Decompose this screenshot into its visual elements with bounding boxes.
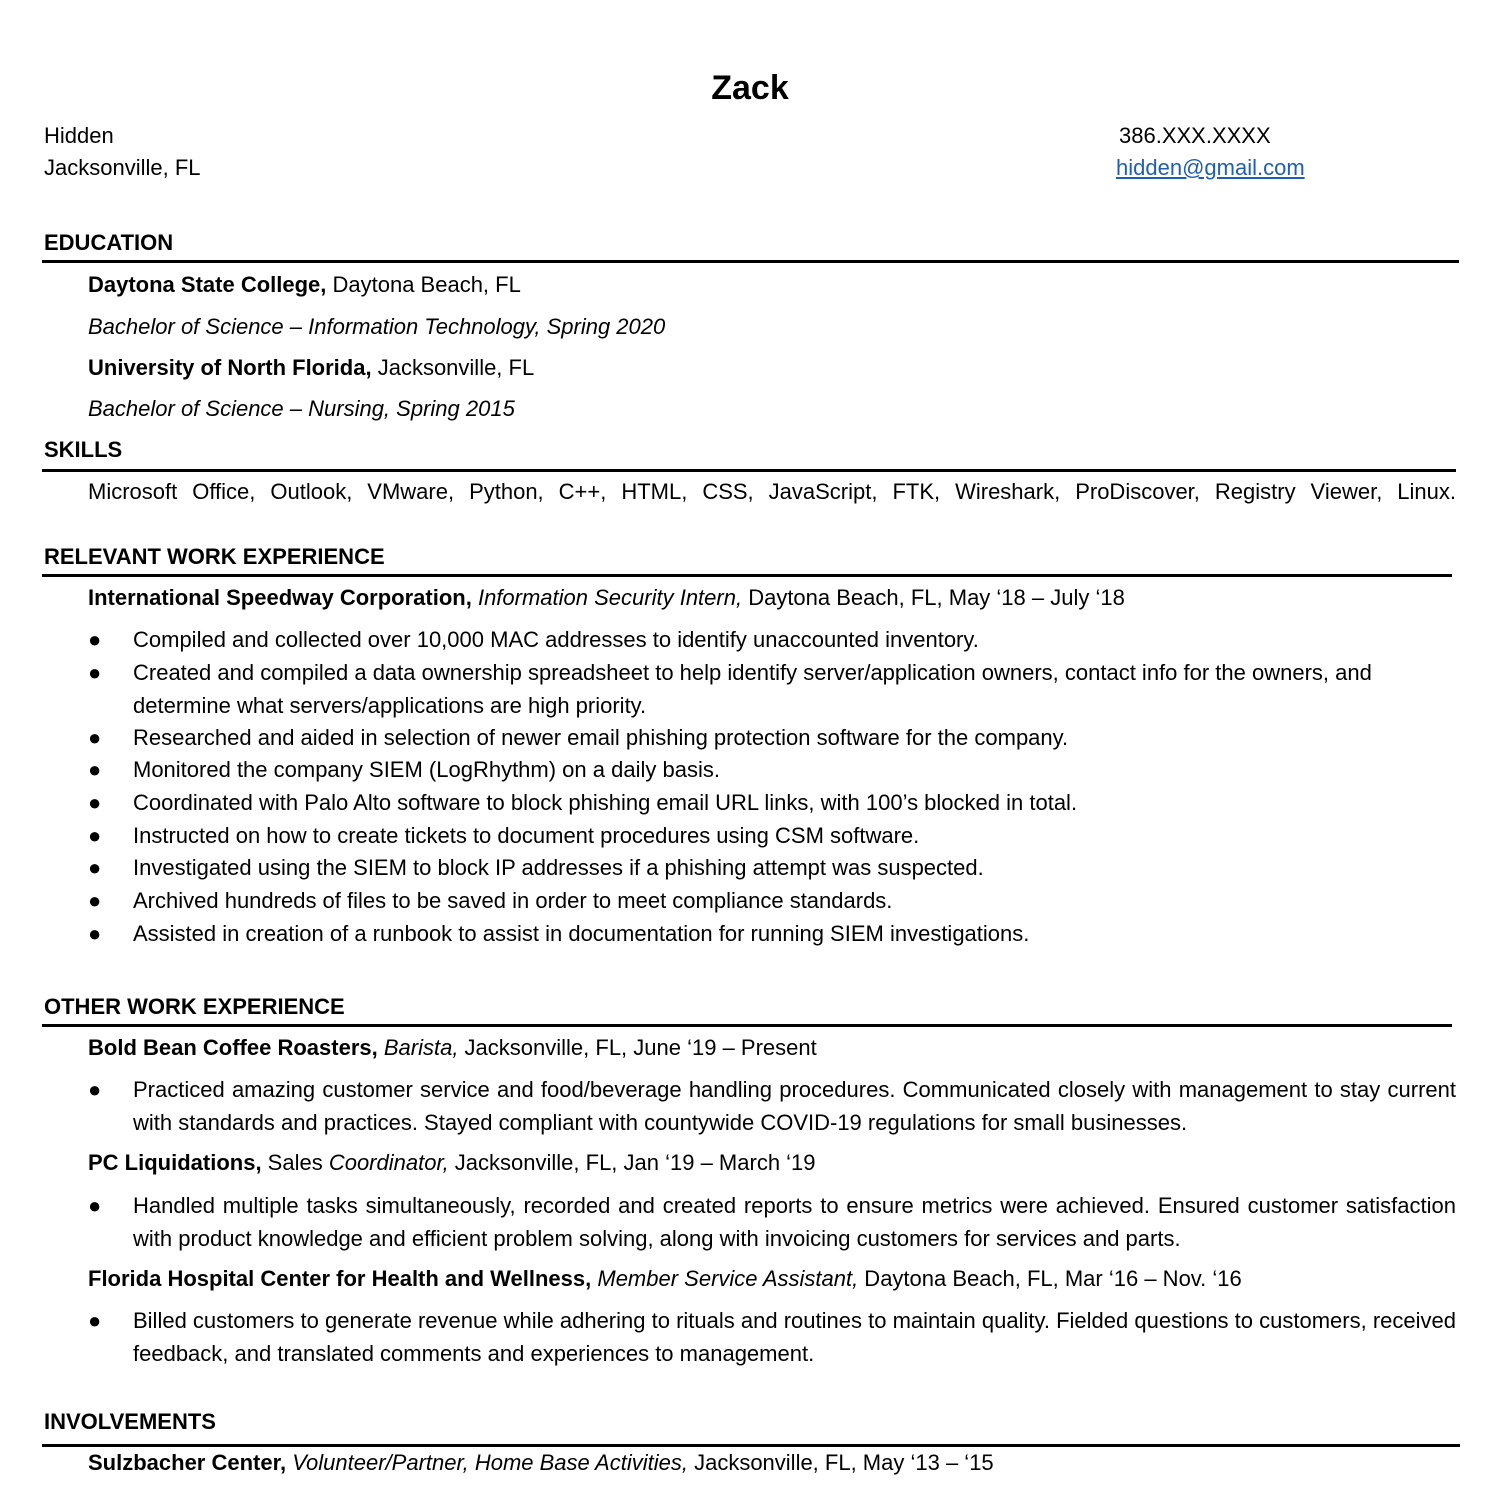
list-item: Handled multiple tasks simultaneously, recorded and created reports to ensure metrics were achieved. Ensured customer satisfaction with product knowledge and efficient problem solving, along with invoicing customers for services and parts. [133,1193,1456,1251]
bullet-icon: ● [88,823,102,848]
bullet-icon: ● [88,888,102,913]
bullet-icon: ● [88,921,102,946]
job-details: Jacksonville, FL, June ‘19 – Present [458,1035,817,1060]
list-item: Coordinated with Palo Alto software to block phishing email URL links, with 100’s blocked in total. [133,790,1078,815]
relevant-experience-heading: RELEVANT WORK EXPERIENCE [44,544,385,569]
involvements-divider [42,1444,1460,1447]
degree: Bachelor of Science – Nursing, Spring 2015 [88,396,515,421]
email-link[interactable]: hidden@gmail.com [1116,155,1305,180]
bullet-icon: ● [88,660,102,685]
other-experience-heading: OTHER WORK EXPERIENCE [44,994,345,1019]
company-name: PC Liquidations, [88,1150,262,1175]
job-title-plain: Sales [261,1150,329,1175]
job-header [88,1035,817,1061]
skills-divider [42,469,1456,472]
company-name: International Speedway Corporation, [88,585,472,610]
list-item: Archived hundreds of files to be saved in order to meet compliance standards. [133,888,893,913]
job-title: Barista, [377,1035,459,1060]
education-entry [88,272,521,298]
list-item: Compiled and collected over 10,000 MAC addresses to identify unaccounted inventory. [133,627,979,652]
school-location: Jacksonville, FL [371,355,535,380]
bullet-icon: ● [88,757,102,782]
company-name: Florida Hospital Center for Health and Wellness, [88,1266,592,1291]
organization-name: Sulzbacher Center, [88,1450,287,1475]
bullet-icon: ● [88,1193,102,1218]
involvement-role: Volunteer/Partner, Home Base Activities, [286,1450,688,1475]
job-header [88,1150,816,1176]
other-experience-divider [42,1024,1452,1027]
job-details: Daytona Beach, FL, May ‘18 – July ‘18 [742,585,1125,610]
list-item: Researched and aided in selection of newer email phishing protection software for the company. [133,725,1069,750]
bullet-icon: ● [88,1308,102,1333]
job-details: Jacksonville, FL, Jan ‘19 – March ‘19 [448,1150,816,1175]
school-location: Daytona Beach, FL [326,272,521,297]
bullet-icon: ● [88,1077,102,1102]
education-entry [88,355,534,381]
list-item: Instructed on how to create tickets to document procedures using CSM software. [133,823,920,848]
bullet-icon: ● [88,855,102,880]
job-title: Member Service Assistant, [591,1266,859,1291]
address-line-2: Jacksonville, FL [44,155,201,180]
bullet-icon: ● [88,790,102,815]
involvement-entry [88,1450,994,1476]
bullet-icon: ● [88,725,102,750]
education-divider [42,260,1459,263]
school-name: University of North Florida, [88,355,372,380]
candidate-name: Zack [711,69,789,107]
relevant-experience-divider [42,574,1452,577]
job-title: Coordinator, [328,1150,449,1175]
involvements-heading: INVOLVEMENTS [44,1409,216,1434]
degree: Bachelor of Science – Information Technology, Spring 2020 [88,314,666,339]
skills-heading: SKILLS [44,437,123,462]
list-item: Billed customers to generate revenue while adhering to rituals and routines to maintain quality. Fielded questions to customers, received feedback, and translated comments and experiences to management. [133,1308,1456,1366]
involvement-details: Jacksonville, FL, May ‘13 – ‘15 [687,1450,994,1475]
job-header [88,1266,1242,1292]
education-heading: EDUCATION [44,230,174,255]
list-item: Assisted in creation of a runbook to assist in documentation for running SIEM investigations. [133,921,1030,946]
job-header [88,585,1125,611]
company-name: Bold Bean Coffee Roasters, [88,1035,378,1060]
school-name: Daytona State College, [88,272,327,297]
bullet-icon: ● [88,627,102,652]
phone-number: 386.XXX.XXXX [1119,123,1271,148]
address-line-1: Hidden [44,123,114,148]
skills-list: Microsoft Office, Outlook, VMware, Python, C++, HTML, CSS, JavaScript, FTK, Wireshark, ProDiscover, Registry Viewer, Linux. [88,479,1456,504]
job-title: Information Security Intern, [471,585,743,610]
job-details: Daytona Beach, FL, Mar ‘16 – Nov. ‘16 [858,1266,1242,1291]
list-item: Monitored the company SIEM (LogRhythm) on a daily basis. [133,757,720,782]
list-item: Practiced amazing customer service and food/beverage handling procedures. Communicated closely with management to stay current with standards and practices. Stayed compliant with countywide COVID-19 regulations for small businesses. [133,1077,1456,1135]
list-item: Created and compiled a data ownership spreadsheet to help identify server/application owners, contact info for the owners, and determine what servers/applications are high priority. [133,660,1372,718]
list-item: Investigated using the SIEM to block IP addresses if a phishing attempt was suspected. [133,855,984,880]
